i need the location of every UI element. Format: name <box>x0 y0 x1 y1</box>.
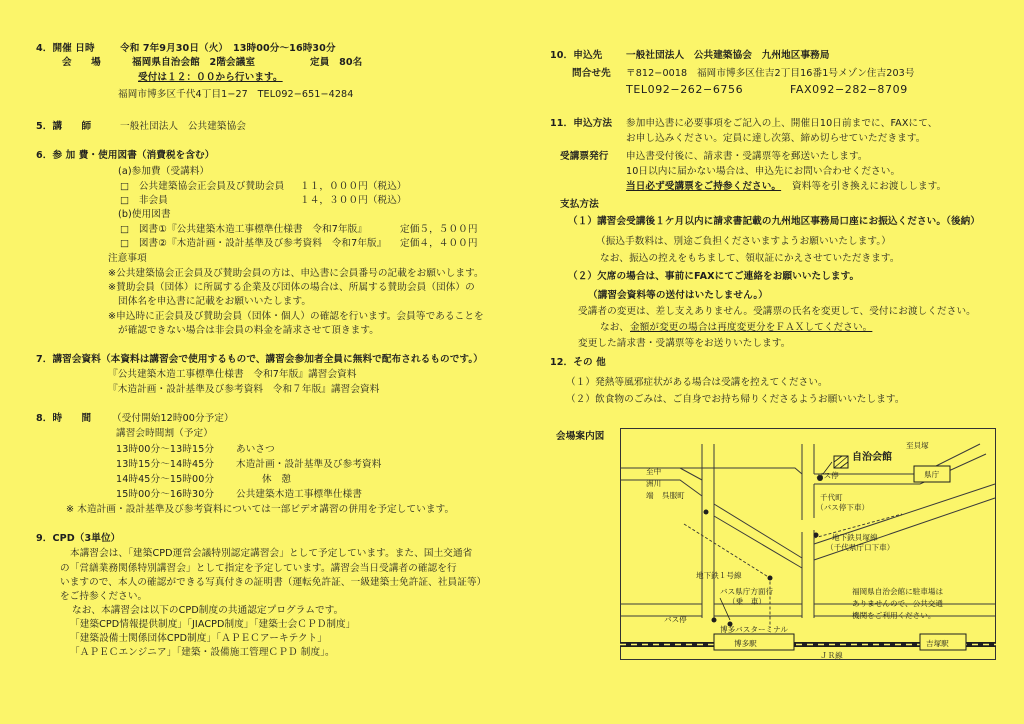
s11-line: お申し込みください。定員に達し次第、締め切らせていただきます。 <box>626 133 926 144</box>
s9-line: なお、本講習会は以下のCPD制度の共通認定プログラムです。 <box>72 605 344 616</box>
s8-row-time: 14時45分〜15時00分 <box>116 474 215 485</box>
s11-issue-bring-ticket: 当日必ず受講票をご持参ください。 <box>626 181 782 192</box>
s9-line: の「営繕業務関係特別講習会」として指定を予定しています。講習会当日受講者の確認を行 <box>60 563 457 574</box>
s6-fee-member-price: １１，０００円（税込） <box>300 181 407 192</box>
s9-line: 本講習会は、「建築CPD運営会議特別認定講習会」として予定しています。また、国土交通省 <box>70 548 473 559</box>
s8-reception: （受付開始12時00分予定） <box>112 413 234 424</box>
s6-book1-price: 定価５，５００円 <box>400 224 478 235</box>
s12-line: （１）発熱等風邪症状がある場合は受講を控えてください。 <box>566 377 828 388</box>
map-label-chiyomachi-note: （バス停下車） <box>816 503 870 512</box>
venue-map <box>620 428 996 660</box>
s4-venue-label: 会 場 <box>62 57 101 68</box>
s9-line: 「ＡＰＥＣエンジニア」「建築・設備施工管理ＣＰＤ 制度」。 <box>70 647 335 658</box>
s8-row-item: 木造計画・設計基準及び参考資料 <box>236 459 382 470</box>
subway1-marker-icon <box>768 576 773 581</box>
s11-pay-change-fax: 金額が変更の場合は再度変更分をＦＡＸしてください。 <box>630 322 873 333</box>
map-label-chiyomachi: 千代町 <box>820 493 843 502</box>
map-label-kaizuka-line-note: （千代県庁口下車） <box>826 543 895 552</box>
s6-note3b: が確認できない場合は非会員の料金を請求させて頂きます。 <box>118 325 379 336</box>
s10-tel: TEL092−262−6756 <box>626 83 744 96</box>
s6-fee-heading: (a)参加費（受講料） <box>118 166 210 177</box>
map-label-subway1: 地下鉄１号線 <box>696 571 742 580</box>
map-label-bus-stop-bottom: バス停 <box>664 615 687 624</box>
s11-issue-line: 申込書受付後に、請求書・受講票等を郵送いたします。 <box>626 151 868 162</box>
map-label-nakasu: 至中 <box>646 467 662 476</box>
s4-venue: 福岡県自治会館 2階会議室 <box>132 57 256 68</box>
s11-issue-line: 10日以内に届かない場合は、申込先にお問い合わせください。 <box>626 166 901 177</box>
s11-pay-line: （１）講習会受講後１ケ月以内に請求書記載の九州地区事務局口座にお振込ください。（後納） <box>568 216 981 227</box>
s11-pay-line: 受講者の変更は、差し支えありません。受講票の氏名を変更して、受付にお渡しください。 <box>578 306 976 317</box>
s4-datetime: 令和 7年9月30日（火） 13時00分〜16時30分 <box>120 43 336 54</box>
s6-note2b: 団体名を申込書に記載をお願いいたします。 <box>118 296 312 307</box>
map-label-hall: 自治会館 <box>852 452 892 463</box>
map-label-yoshizuka: 吉塚駅 <box>926 639 949 648</box>
map-parking-note: 機関をご利用ください。 <box>852 611 936 620</box>
s9-line: をご持参ください。 <box>60 591 148 602</box>
s6-fee-nonmember-price: １４，３００円（税込） <box>300 195 407 206</box>
s7-doc2: 『木造計画・設計基準及び参考資料 令和７年版』講習会資料 <box>108 384 380 395</box>
s11-pay-line: （２）欠席の場合は、事前にFAXにてご連絡をお願いいたします。 <box>568 271 860 282</box>
s6-note1: ※公共建築協会正会員及び賛助会員の方は、申込書に会員番号の記載をお願いします。 <box>108 268 484 279</box>
s8-schedule-heading: 講習会時間割（予定） <box>116 428 213 439</box>
map-label-nakasu: 端 <box>646 491 654 500</box>
map-label-gofukumachi: 呉服町 <box>662 491 685 500</box>
s9-heading: 9．CPD（3単位） <box>36 533 121 544</box>
map-label-hakata: 博多駅 <box>734 639 757 648</box>
map-label-prefecture: 県庁 <box>924 470 940 479</box>
map-label-bus-line-note: （乗 車） <box>728 597 766 606</box>
subway-marker-icon <box>814 533 819 538</box>
hall-hatch <box>834 456 848 468</box>
map-label-nakasu: 洲川 <box>646 479 662 488</box>
map-label-bus-stop: バス停 <box>816 471 839 480</box>
map-parking-note: ありませんので、公共交通 <box>852 599 943 608</box>
s8-note: ※ 木造計画・設計基準及び参考資料については一部ビデオ講習の併用を予定しています。 <box>66 504 455 515</box>
s8-row-item: あいさつ <box>236 444 275 455</box>
s11-pay-line: （講習会資料等の送付はいたしません。） <box>588 290 768 301</box>
s6-book2-price: 定価４，４００円 <box>400 238 478 249</box>
s7-heading: 7．講習会資料（本資料は講習会で使用するもので、講習会参加者全員に無料で配布されるものです。） <box>36 354 483 365</box>
s6-fee-nonmember: □ 非会員 <box>120 195 168 206</box>
s8-heading: 8．時 間 <box>36 413 92 424</box>
s12-heading: 12．その 他 <box>550 357 606 368</box>
map-label-bus-line: バス県庁方面行 <box>720 587 774 596</box>
s7-doc1: 『公共建築木造工事標準仕様書 令和7年版』講習会資料 <box>108 369 357 380</box>
s6-note3a: ※申込時に正会員及び賛助会員（団体・個人）の確認を行います。会員等であることを <box>108 311 484 322</box>
s9-line: 「建築設備士関係団体CPD制度」「ＡＰＥＣアーキテクト」 <box>70 633 328 644</box>
s4-reception: 受付は１２：００から行います。 <box>138 72 283 83</box>
s6-book2: □ 図書②『木造計画・設計基準及び参考資料 令和7年版』 <box>120 238 387 249</box>
map-border <box>621 429 996 660</box>
s11-pay-heading: 支払方法 <box>560 199 599 210</box>
s4-address: 福岡市博多区千代4丁目1−27 TEL092−651−4284 <box>118 89 354 100</box>
s11-pay-line: （振込手数料は、別途ご負担くださいますようお願いいたします。） <box>596 236 891 247</box>
s4-capacity: 定員 80名 <box>310 57 363 68</box>
gofukumachi-marker-icon <box>704 510 709 515</box>
s6-book1: □ 図書①『公共建築木造工事標準仕様書 令和7年版』 <box>120 224 368 235</box>
s12-line: （２）飲食物のごみは、ご自身でお持ち帰りくださるようお願いいたします。 <box>566 394 905 405</box>
s10-address: 〒812−0018 福岡市博多区住吉2丁目16番1号メゾン住吉203号 <box>626 68 915 79</box>
s11-pay-line: なお、振込の控えをもちまして、領収証にかえさせていただきます。 <box>600 253 900 264</box>
s8-row-item: 休 憩 <box>262 474 292 485</box>
s11-issue-heading: 受講票発行 <box>560 151 609 162</box>
map-parking-note: 福岡県自治会館に駐車場は <box>852 587 944 596</box>
s6-books-heading: (b)使用図書 <box>118 209 171 220</box>
s8-row-time: 13時00分〜13時15分 <box>116 444 215 455</box>
s8-row-time: 13時15分〜14時45分 <box>116 459 215 470</box>
s11-heading: 11．申込方法 <box>550 118 613 129</box>
s11-line: 参加申込書に必要事項をご記入の上、開催日10日前までに、FAXにて、 <box>626 118 938 129</box>
map-label-kaizuka-line: 地下鉄貝塚線 <box>832 533 878 542</box>
map-label-kaizuka: 至貝塚 <box>906 441 929 450</box>
s11-pay-line: なお、 <box>600 322 630 333</box>
s6-notes-heading: 注意事項 <box>108 253 147 264</box>
s10-contact-label: 問合せ先 <box>572 68 611 79</box>
map-title: 会場案内図 <box>556 431 605 442</box>
map-label-terminal: 博多バスターミナル <box>720 625 788 634</box>
s4-heading: 4．開催 日時 <box>36 43 95 54</box>
s5-value: 一般社団法人 公共建築協会 <box>120 121 247 132</box>
s6-note2a: ※賛助会員（団体）に所属する企業及び団体の場合は、所属する賛助会員（団体）の <box>108 282 475 293</box>
s11-issue-line: 資料等を引き換えにお渡しします。 <box>792 181 947 192</box>
s6-heading: 6．参 加 費・使用図書（消費税を含む） <box>36 150 215 161</box>
s11-pay-line: 変更した請求書・受講票等をお送りいたします。 <box>578 338 791 349</box>
bus-stop-bottom-marker-icon <box>712 618 717 623</box>
s8-row-time: 15時00分〜16時30分 <box>116 489 215 500</box>
map-label-jr: ＪＲ線 <box>820 651 843 660</box>
s10-org: 一般社団法人 公共建築協会 九州地区事務局 <box>626 50 830 61</box>
s6-fee-member: □ 公共建築協会正会員及び賛助会員 <box>120 181 285 192</box>
s10-heading: 10．申込先 <box>550 50 603 61</box>
s9-line: いますので、本人の確認ができる写真付きの証明書（運転免許証、一級建築士免許証、社員証等） <box>60 577 487 588</box>
s5-heading: 5．講 師 <box>36 121 92 132</box>
s9-line: 「建築CPD情報提供制度」「JIACPD制度」「建築士会ＣＰＤ制度」 <box>70 619 356 630</box>
s10-fax: FAX092−282−8709 <box>790 83 908 96</box>
s8-row-item: 公共建築木造工事標準仕様書 <box>236 489 363 500</box>
